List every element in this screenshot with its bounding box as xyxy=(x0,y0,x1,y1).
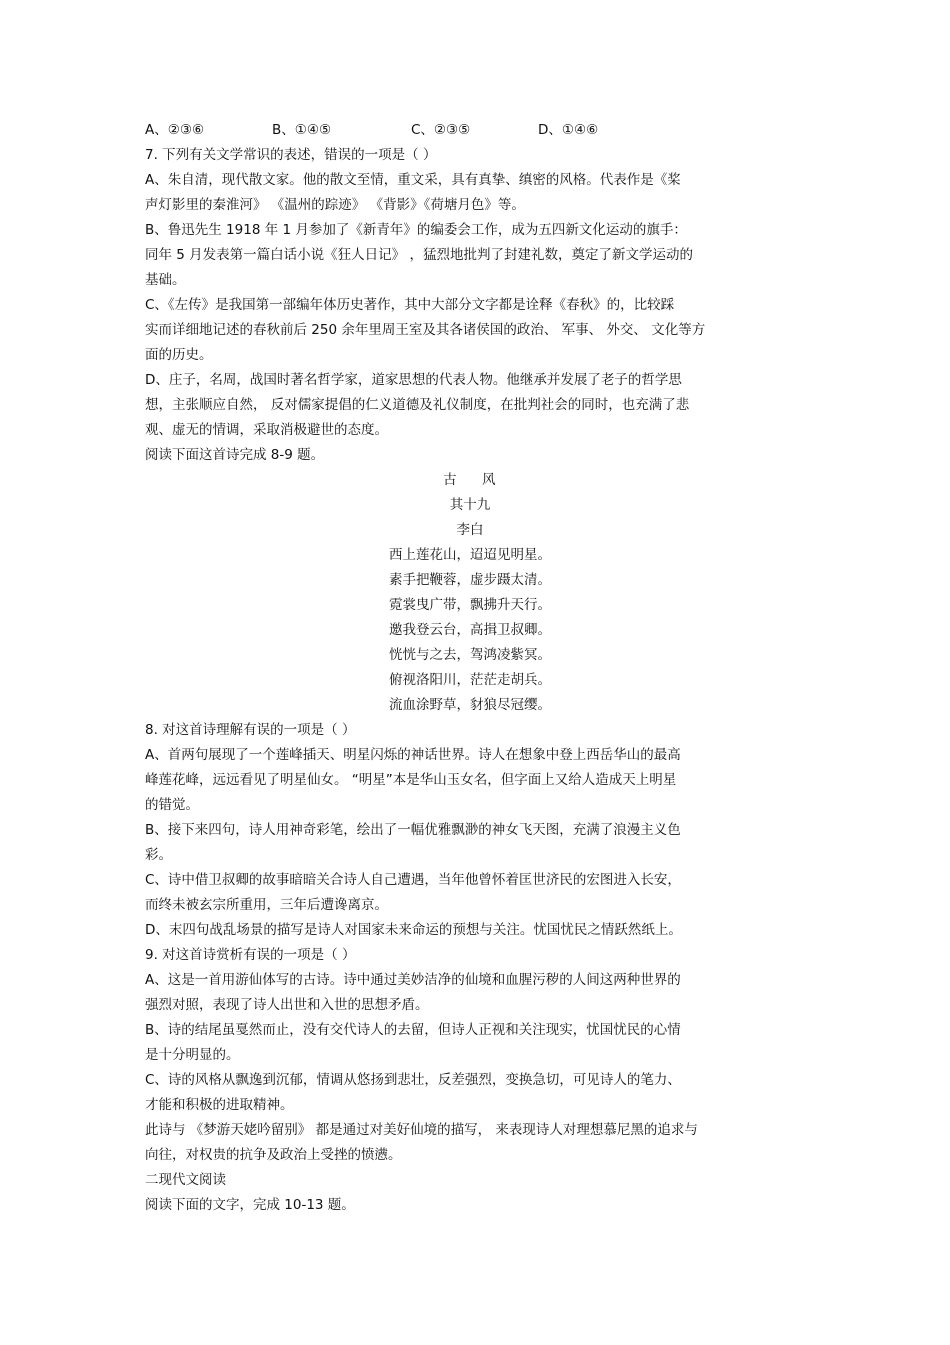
section2-intro: 阅读下面的文字，完成 10-13 题。 xyxy=(145,1197,355,1213)
poem xyxy=(145,468,825,718)
poem-author: 李白 xyxy=(456,522,484,538)
q7-option-b-line3: 基础。 xyxy=(145,272,186,288)
q7-option-d-line2: 想，主张顺应自然， 反对儒家提倡的仁义道德及礼仪制度，在批判社会的同时，也充满了悲 xyxy=(145,397,690,413)
poem-subtitle: 其十九 xyxy=(449,497,491,513)
poem-line: 邀我登云台，高揖卫叔卿。 xyxy=(389,622,551,638)
q8-option-a-line3: 的错觉。 xyxy=(145,797,199,813)
q6-options xyxy=(145,118,825,143)
section2-title: 二现代文阅读 xyxy=(145,1172,226,1188)
q8-option-c-line2: 而终未被玄宗所重用，三年后遭谗离京。 xyxy=(145,897,388,913)
q9-option-c-line2: 才能和积极的进取精神。 xyxy=(145,1097,294,1113)
poem-line: 素手把鞭蓉，虚步蹑太清。 xyxy=(389,572,551,588)
q8-option-b-line2: 彩。 xyxy=(145,847,172,863)
q9-stem: 9. 对这首诗赏析有误的一项是（ ） xyxy=(145,947,356,963)
q7-option-c-line3: 面的历史。 xyxy=(145,347,213,363)
poem-title-part1: 古 xyxy=(443,472,458,488)
q8-option-b-line1: B、接下来四句，诗人用神奇彩笔，绘出了一幅优雅飘渺的神女飞天图，充满了浪漫主义色 xyxy=(145,822,681,838)
q8-stem: 8. 对这首诗理解有误的一项是（ ） xyxy=(145,722,356,738)
q6-option-b: B、①④⑤ xyxy=(272,122,332,138)
q9-option-b-line1: B、诗的结尾虽戛然而止，没有交代诗人的去留，但诗人正视和关注现实，忧国忧民的心情 xyxy=(145,1022,681,1038)
q8-option-c-line1: C、诗中借卫叔卿的故事暗暗关合诗人自己遭遇，当年他曾怀着匡世济民的宏图进入长安， xyxy=(145,872,681,888)
q8-option-d-line1: D、末四句战乱场景的描写是诗人对国家未来命运的预想与关注。忧国忧民之情跃然纸上。 xyxy=(145,922,682,938)
poem-line: 霓裳曳广带，飘拂升天行。 xyxy=(389,597,551,613)
poem-line: 西上莲花山，迢迢见明星。 xyxy=(389,547,551,563)
q8-option-a-line1: A、首两句展现了一个莲峰插天、明星闪烁的神话世界。诗人在想象中登上西岳华山的最高 xyxy=(145,747,681,763)
q7-option-c-line2: 实而详细地记述的春秋前后 250 余年里周王室及其各诸侯国的政治、 军事、 外交、 文化等方 xyxy=(145,322,706,338)
q7-option-a-line1: A、朱自清，现代散文家。他的散文至情，重文采，具有真挚、缜密的风格。代表作是《桨 xyxy=(145,172,681,188)
poem-line: 恍恍与之去，驾鸿凌紫冥。 xyxy=(389,647,551,663)
q9-option-d-line2: 向往，对权贵的抗争及政治上受挫的愤懑。 xyxy=(145,1147,402,1163)
q7-option-d-line3: 观、虚无的情调，采取消极避世的态度。 xyxy=(145,422,388,438)
exam-page xyxy=(145,118,825,1218)
q7-option-d-line1: D、庄子，名周，战国时著名哲学家，道家思想的代表人物。他继承并发展了老子的哲学思 xyxy=(145,372,682,388)
poem-line: 流血涂野草，豺狼尽冠缨。 xyxy=(389,697,551,713)
q6-option-d: D、①④⑥ xyxy=(538,122,599,138)
q9-option-a-line1: A、这是一首用游仙体写的古诗。诗中通过美妙洁净的仙境和血腥污秽的人间这两种世界的 xyxy=(145,972,681,988)
q8-option-a-line2: 峰莲花峰，远远看见了明星仙女。 “明星”本是华山玉女名，但字面上又给人造成天上明星 xyxy=(145,772,677,788)
q9-option-c-line1: C、诗的风格从飘逸到沉郁，情调从悠扬到悲壮，反差强烈，变换急切，可见诗人的笔力、 xyxy=(145,1072,681,1088)
q9-option-d-line1: 此诗与 《梦游天姥吟留别》 都是通过对美好仙境的描写， 来表现诗人对理想慕尼黑的追求与 xyxy=(145,1122,698,1138)
q9-option-a-line2: 强烈对照，表现了诗人出世和入世的思想矛盾。 xyxy=(145,997,429,1013)
q7-option-b-line1: B、鲁迅先生 1918 年 1 月参加了《新青年》的编委会工作，成为五四新文化运动的旗手： xyxy=(145,222,687,238)
q9-option-b-line2: 是十分明显的。 xyxy=(145,1047,240,1063)
q6-option-c: C、②③⑤ xyxy=(411,122,471,138)
poem-title xyxy=(145,468,795,493)
q6-option-a: A、②③⑥ xyxy=(145,122,205,138)
reading-intro: 阅读下面这首诗完成 8-9 题。 xyxy=(145,447,325,463)
q7-option-b-line2: 同年 5 月发表第一篇白话小说《狂人日记》 ，猛烈地批判了封建礼数，奠定了新文学运动的 xyxy=(145,247,693,263)
q7-option-c-line1: C、《左传》是我国第一部编年体历史著作，其中大部分文字都是诠释《春秋》的，比较踩 xyxy=(145,297,675,313)
q7-option-a-line2: 声灯影里的秦淮河》 《温州的踪迹》 《背影》《荷塘月色》等。 xyxy=(145,197,525,213)
q7-stem: 7. 下列有关文学常识的表述，错误的一项是（ ） xyxy=(145,147,437,163)
poem-line: 俯视洛阳川，茫茫走胡兵。 xyxy=(389,672,551,688)
poem-title-part2: 风 xyxy=(482,472,497,488)
